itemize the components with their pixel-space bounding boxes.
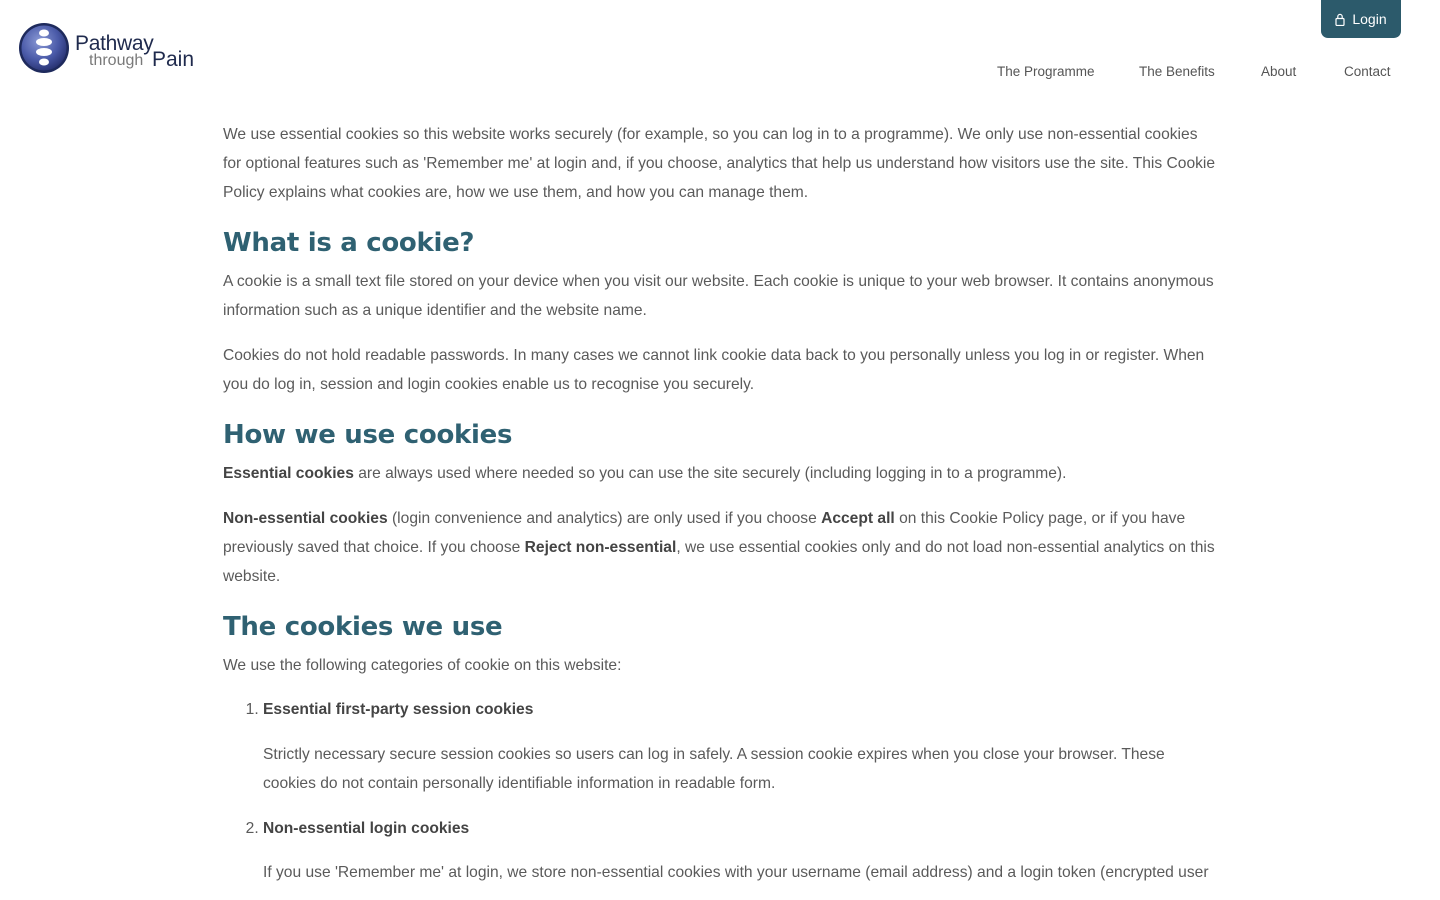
list-item-title: 1. Essential first-party session cookies <box>263 701 534 718</box>
essential-cookies-text: are always used where needed so you can use the site securely (including logging in to a programme). <box>353 465 1067 482</box>
heading-the-cookies-we-use: The cookies we use <box>223 612 503 642</box>
list-item-description: If you use 'Remember me' at login, we store non-essential cookies with your username (email address) and a login token (encrypted user <box>263 864 1209 881</box>
intro-paragraph: We use essential cookies so this website works securely (for example, so you can log in to a programme). We only use non-essential cookies for optional features such as 'Remember me' at login and, if you choose, analytics that help us understand how visitors use the site. This Cookie Policy explains what cookies are, how we use them, and how you can manage them. <box>223 126 1216 201</box>
essential-cookies-term: Essential cookies <box>223 465 354 482</box>
non-essential-text-2: on this Cookie Policy page, or if you have previously saved that choice. If you choose <box>223 510 1186 556</box>
lock-icon <box>1335 13 1345 26</box>
list-item <box>263 814 1219 887</box>
cookie-categories-list <box>223 695 1219 887</box>
accept-all-term: Accept all <box>821 510 895 527</box>
list-item-description: Strictly necessary secure session cookies so users can log in safely. A session cookie expires when you close your browser. These cookies do not contain personally identifiable information in readable form. <box>263 746 1165 792</box>
main-nav <box>0 64 1440 84</box>
essential-cookies-paragraph <box>223 459 1219 488</box>
heading-what-is-a-cookie: What is a cookie? <box>223 228 475 258</box>
login-label: Login <box>1352 11 1387 27</box>
login-button[interactable] <box>1321 0 1401 38</box>
cookie-definition-paragraph: A cookie is a small text file stored on your device when you visit our website. Each cookie is unique to your web browser. It contains anonymous information such as a unique identifier and the website name. <box>223 273 1214 319</box>
non-essential-cookies-term: Non-essential cookies <box>223 510 388 527</box>
site-header <box>0 0 1440 110</box>
non-essential-cookies-paragraph <box>223 504 1219 591</box>
cookie-passwords-paragraph: Cookies do not hold readable passwords. In many cases we cannot link cookie data back to you personally unless you log in or register. When you do log in, session and login cookies enable us to recognise you securely. <box>223 347 1205 393</box>
logo-text-pain: Pain <box>152 48 195 71</box>
nav-item-about[interactable]: About <box>1261 64 1297 79</box>
cookie-policy-content <box>223 120 1219 887</box>
nav-item-the-programme[interactable]: The Programme <box>997 64 1095 79</box>
logo-text-through: through <box>89 52 144 69</box>
logo-text-pathway: Pathway <box>75 32 154 55</box>
non-essential-text-1: (login convenience and analytics) are only used if you choose <box>387 510 822 527</box>
list-item <box>263 695 1219 798</box>
list-item-title: 2. Non-essential login cookies <box>263 820 470 837</box>
cookie-categories-intro: We use the following categories of cookie on this website: <box>223 657 622 674</box>
heading-how-we-use-cookies: How we use cookies <box>223 420 513 450</box>
nav-item-contact[interactable]: Contact <box>1344 64 1391 79</box>
nav-item-the-benefits[interactable]: The Benefits <box>1139 64 1215 79</box>
reject-non-essential-term: Reject non-essential <box>524 539 677 556</box>
non-essential-text-3: , we use essential cookies only and do not load non-essential analytics on this website. <box>223 539 1215 585</box>
